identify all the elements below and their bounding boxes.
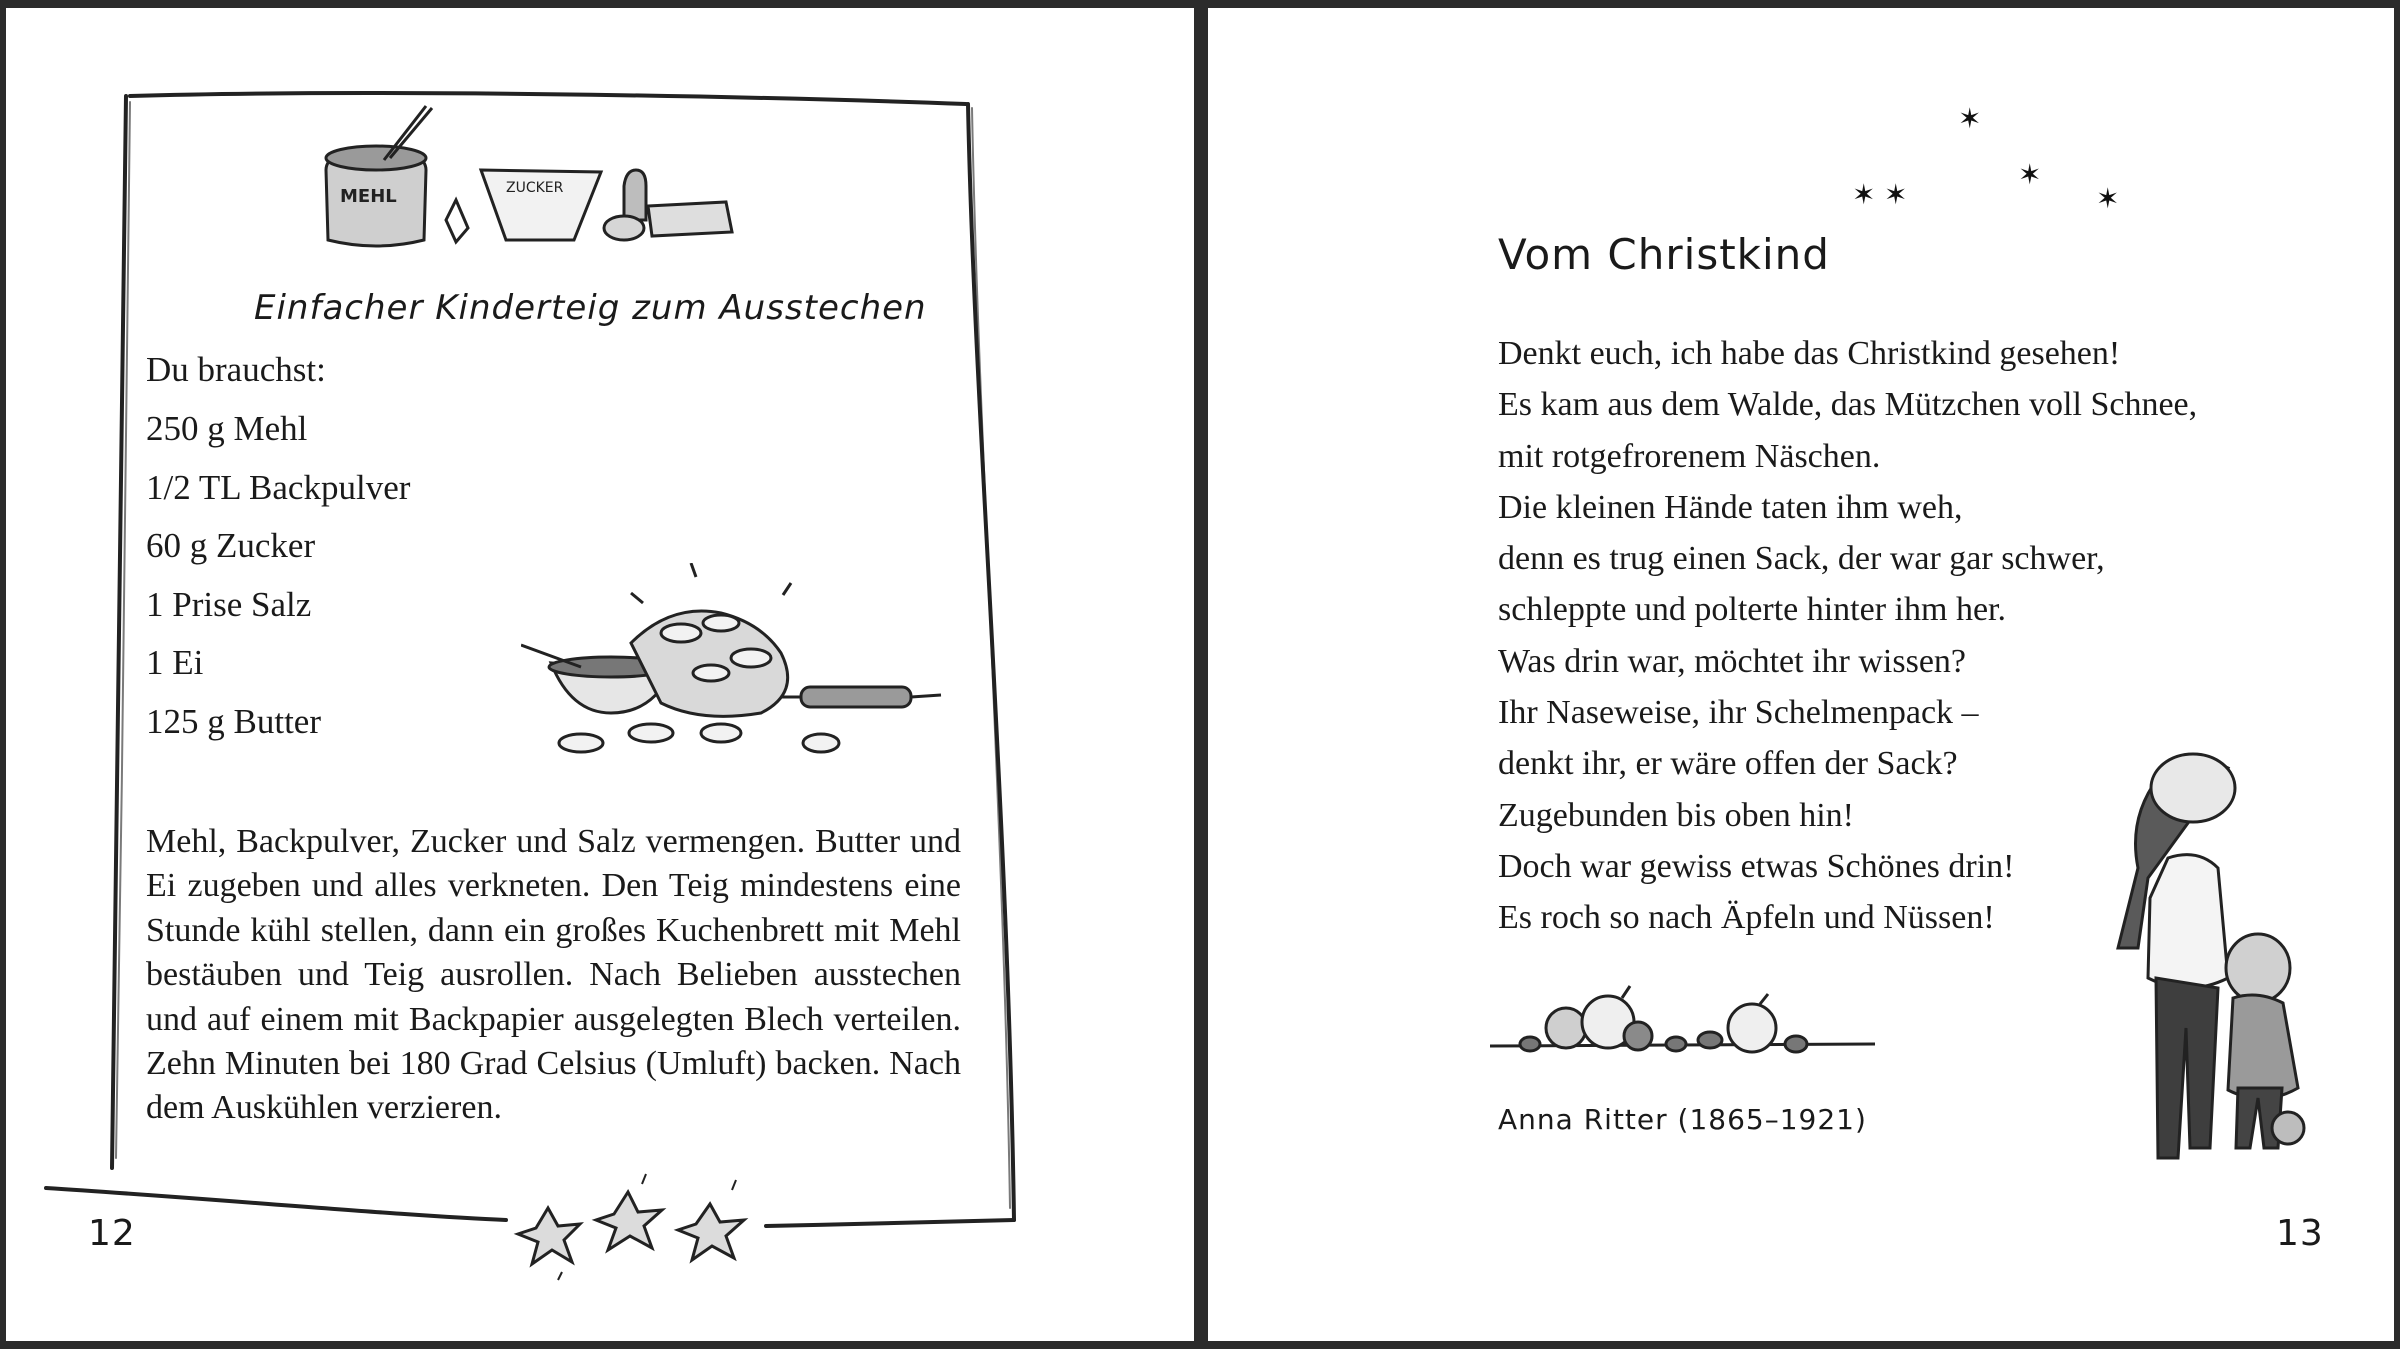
page-number: 12 xyxy=(88,1213,136,1254)
poem-line: Was drin war, möchtet ihr wissen? xyxy=(1498,642,1966,680)
list-item: 250 g Mehl xyxy=(146,409,308,448)
poem-line: Es kam aus dem Walde, das Mützchen voll Schnee, xyxy=(1498,386,2198,424)
poem-author: Anna Ritter (1865–1921) xyxy=(1498,1103,1867,1136)
poem-line: mit rotgefrorenem Näschen. xyxy=(1498,437,1881,475)
poem-line: Ihr Naseweise, ihr Schelmenpack – xyxy=(1498,694,1979,732)
stars-illustration xyxy=(1848,98,2148,218)
baking-ingredients-illustration xyxy=(306,100,756,260)
poem-line: Zugebunden bis oben hin! xyxy=(1498,796,1854,834)
star-icon: ✶ xyxy=(2096,182,2120,215)
left-page xyxy=(6,8,1194,1341)
apples-nuts-illustration xyxy=(1490,978,1880,1068)
right-page xyxy=(1208,8,2394,1341)
poem-line: Denkt euch, ich habe das Christkind gesehen! xyxy=(1498,335,2121,372)
star-icon: ✶ xyxy=(1884,178,1908,211)
jar-label: MEHL xyxy=(340,186,397,207)
poem-line: Es roch so nach Äpfeln und Nüssen! xyxy=(1498,899,1995,937)
poem-line: schleppte und polterte hinter ihm her. xyxy=(1498,591,2006,629)
poem-line: denn es trug einen Sack, der war gar schwer, xyxy=(1498,540,2105,578)
poem-line: Die kleinen Hände taten ihm weh, xyxy=(1498,488,1963,526)
recipe-instructions: Mehl, Backpulver, Zucker und Salz vermengen. Butter und Ei zugeben und alles verkneten. Den Teig mindestens eine Stunde kühl stellen, dann ein großes Kuchenbrett mit Mehl bestäuben und Teig ausrollen. Nach Belieben ausstechen und auf einem mit Backpapier ausgelegten Blech verteilen. Zehn Minuten bei 180 Grad Celsius (Umluft) backen. Nach dem Auskühlen verzieren. xyxy=(146,823,961,1127)
list-item: 1 Ei xyxy=(146,643,204,682)
star-icon: ✶ xyxy=(1958,102,1982,135)
ingredients-list xyxy=(146,408,410,759)
list-item: 1 Prise Salz xyxy=(146,584,312,624)
recipe-title: Einfacher Kinderteig zum Ausstechen xyxy=(254,288,927,328)
ingredients-heading: Du brauchst: xyxy=(146,350,326,389)
list-item: 1/2 TL Backpulver xyxy=(146,467,411,507)
star-cookies-illustration xyxy=(496,1168,786,1288)
poem-line: Doch war gewiss etwas Schönes drin! xyxy=(1498,847,2015,885)
list-item: 60 g Zucker xyxy=(146,526,316,565)
dough-rolling-pin-illustration xyxy=(521,563,951,763)
list-item: 125 g Butter xyxy=(146,701,321,741)
star-icon: ✶ xyxy=(2018,158,2042,191)
poem-title: Vom Christkind xyxy=(1498,230,1830,279)
box-label: ZUCKER xyxy=(506,180,564,196)
children-illustration xyxy=(2078,728,2328,1178)
star-icon: ✶ xyxy=(1852,178,1876,211)
poem-line: denkt ihr, er wäre offen der Sack? xyxy=(1498,745,1958,783)
page-number: 13 xyxy=(2276,1213,2324,1254)
